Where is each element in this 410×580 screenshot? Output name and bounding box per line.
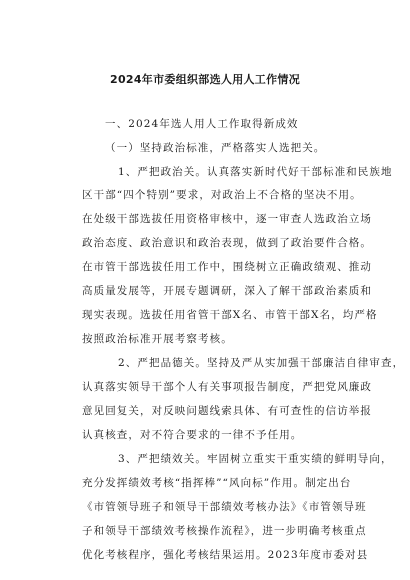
paragraph-line: 3、严把绩效关。牢固树立重实干重实绩的鲜明导向，	[118, 453, 393, 465]
paragraph-line: 在市管干部选拔任用工作中，围绕树立正确政绩观、推动	[82, 261, 372, 273]
paragraph-line: 2、严把品德关。坚持及严从实加强干部廉洁自律审查，	[118, 357, 405, 369]
paragraph-line: 高质量发展等，开展专题调研，深入了解干部政治素质和	[82, 285, 372, 297]
paragraph-line: 在处级干部选拔任用资格审核中，逐一审查人选政治立场	[82, 213, 372, 225]
paragraph-line: 认真落实领导干部个人有关事项报告制度，严把党风廉政	[82, 381, 372, 393]
paragraph-line: 认真核查，对不符合要求的一律不予任用。	[82, 429, 303, 441]
paragraph-line: 充分发挥绩效考核“指挥棒”“风向标”作用。制定出台	[82, 477, 352, 489]
document-title: 2024年市委组织部选人用人工作情况	[109, 73, 300, 86]
section-heading: 一、2024年选人用人工作取得新成效	[105, 118, 299, 130]
paragraph-line: 1、严把政治关。认真落实新时代好干部标准和民族地	[118, 166, 393, 178]
subsection-heading: （一）坚持政治标准，严格落实人选把关。	[105, 142, 326, 154]
paragraph-line: 现实表现。选拔任用省管干部X名、市管干部X名，均严格	[82, 309, 378, 321]
paragraph-line: 按照政治标准开展考察考核。	[82, 333, 233, 345]
paragraph-line: 《市管领导班子和领导干部绩效考核办法》《市管领导班	[82, 501, 367, 513]
paragraph-line: 政治态度、政治意识和政治表现，做到了政治要件合格。	[82, 237, 372, 249]
paragraph-line: 优化考核程序，强化考核结果运用。2023年度市委对县	[82, 549, 369, 561]
paragraph-line: 意见回复关，对反映问题线索具体、有可查性的信访举报	[82, 405, 372, 417]
paragraph-line: 区干部“四个特别”要求，对政治上不合格的坚决不用。	[82, 189, 362, 201]
paragraph-line: 子和领导干部绩效考核操作流程》，进一步明确考核重点	[82, 525, 367, 537]
